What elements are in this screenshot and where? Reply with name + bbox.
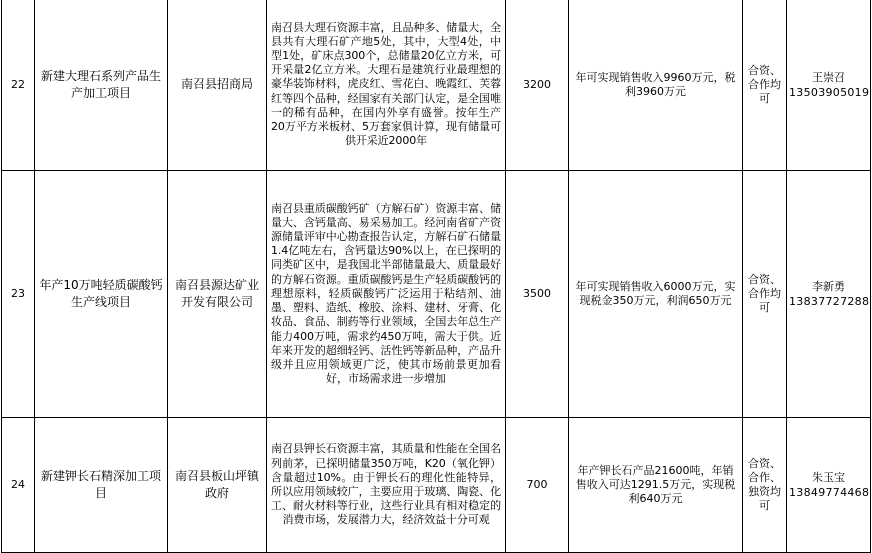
investment-amount: 3200	[506, 0, 569, 171]
contact-name: 王崇召	[812, 70, 845, 84]
contact-cell	[787, 171, 871, 418]
contact-phone: 13837727288	[789, 295, 870, 308]
project-description: 南召县钾长石资源丰富，其质量和性能在全国名列前茅，已探明储量350万吨，K20（氧化钾）含量超过10%。由于钾长石的理化性能特异，所以应用领域较广，主要应用于玻璃、陶瓷、化工、耐火材料等行业，这些行业具有相对稳定的消费市场，发展潜力大，经济效益十分可观	[267, 418, 506, 553]
contact-cell	[787, 0, 871, 171]
project-description: 南召县重质碳酸钙矿（方解石矿）资源丰富、储量大、含钙量高、易采易加工。经河南省矿产资源储量评审中心勘查报告认定，方解石矿石储量1.4亿吨左右，含钙量达90%以上，在已探明的同类矿区中，是我国北半部储量最大、质量最好的方解石资源。重质碳酸钙是生产轻质碳酸钙的理想原料，轻质碳酸钙广泛运用于粘结剂、油墨、塑料、造纸、橡胶、涂料、建材、牙膏、化妆品、食品、制药等行业领域，全国去年总生产能力400万吨，需求约450万吨，需大于供。近年来开发的超细轻钙、活性钙等新品种，产品升级并且应用领域更广泛，使其市场前景更加看好，市场需求进一步增加	[267, 171, 506, 418]
contact-cell	[787, 418, 871, 553]
project-description: 南召县大理石资源丰富，且品种多、储量大，全县共有大理石矿产地5处，其中，大型4处，中型1处，矿床点300个，总储量20亿立方米，可开采量2亿立方米。大理石是建筑行业最理想的豪华装饰材料，虎皮红、雪花白、晚霞红、芙蓉红等四个品种，经国家有关部门认定，是全国唯一的稀有品种，在国内外享有盛誉。按年生产20万平方米板材、5万套家俱计算，现有储量可供开采近2000年	[267, 0, 506, 171]
responsible-unit: 南召县招商局	[168, 0, 267, 171]
responsible-unit: 南召县板山坪镇政府	[168, 418, 267, 553]
contact-phone: 13849774468	[789, 486, 870, 499]
table-row	[2, 171, 871, 418]
investment-projects-table	[1, 0, 871, 553]
table-row	[2, 418, 871, 553]
contact-phone: 13503905019	[789, 85, 870, 99]
table-row	[2, 0, 871, 171]
economic-benefit: 年可实现销售收入9960万元，税利3960万元	[569, 0, 743, 171]
contact-name: 李新勇	[812, 280, 845, 293]
project-name: 新建钾长石精深加工项目	[35, 418, 168, 553]
responsible-unit: 南召县源达矿业开发有限公司	[168, 171, 267, 418]
contact-name: 朱玉宝	[812, 471, 845, 484]
row-number: 24	[2, 418, 35, 553]
cooperation-mode: 合资、合作、独资均可	[743, 418, 787, 553]
economic-benefit: 年产钾长石产品21600吨，年销售收入可达1291.5万元，实现税利640万元	[569, 418, 743, 553]
investment-amount: 3500	[506, 171, 569, 418]
cooperation-mode: 合资、合作均可	[743, 171, 787, 418]
cooperation-mode: 合资、合作均可	[743, 0, 787, 171]
project-name: 新建大理石系列产品生产加工项目	[35, 0, 168, 171]
row-number: 22	[2, 0, 35, 171]
economic-benefit: 年可实现销售收入6000万元，实现税金350万元，利润650万元	[569, 171, 743, 418]
investment-amount: 700	[506, 418, 569, 553]
project-name: 年产10万吨轻质碳酸钙生产线项目	[35, 171, 168, 418]
row-number: 23	[2, 171, 35, 418]
